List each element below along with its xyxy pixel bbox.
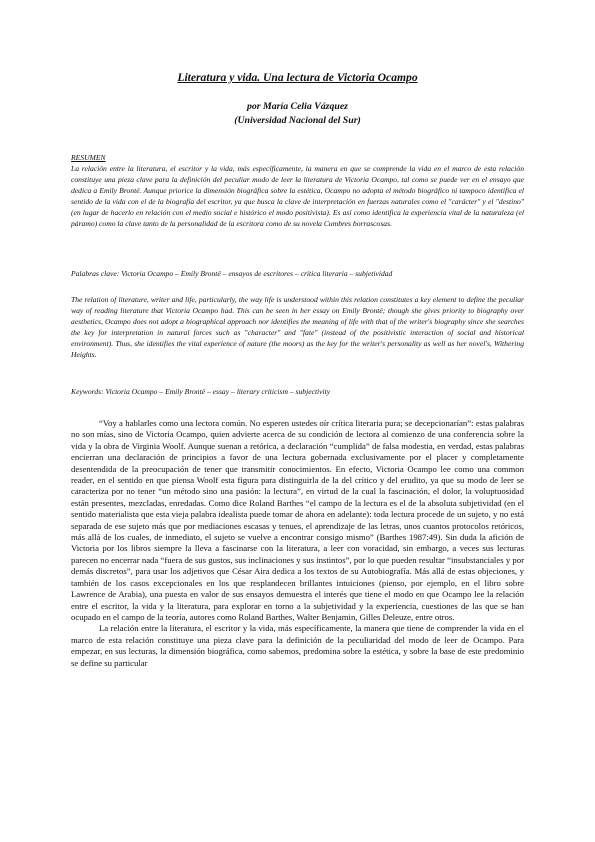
keywords: Keywords: Victoria Ocampo – Emily Brontë – essay – literary criticism – subjectivity [71, 387, 331, 396]
author-line: por María Celia Vázquez [247, 101, 348, 112]
body-text [71, 418, 524, 669]
resumen-text: La relación entre la literatura, el escritor y la vida, más específicamente, la manera en que se comprende la vida en el marco de esta relación constituye una pieza clave para la definición del peculiar modo de leer la literatura de Victoria Ocampo, tal como se puede ver en el ensayo que dedica a Emily Brontë. Aunque priorice la dimensión biográfica sobre la estética, Ocampo no adopta el método biográfico ni tampoco identifica el sentido de la vida con el de la biografía del escritor, ya que busca la clave de interpretación en fuerzas naturales como el "carácter" y el "destino" (en lugar de hacerlo en relación con el medio social e histórico el modo positivista). Es así como identifica la experiencia vital de la naturaleza (el páramo) como la clave tanto de la personalidad de la escritora como de su novela Cumbres borrascosas. [71, 164, 524, 228]
body-paragraph: “Voy a hablarles como una lectora común. No esperen ustedes oír crítica literaria pura; se decepcionarían”: estas palabras no son mías, sino de Victoria Ocampo, quien advierte acerca de su condición de lectora al comienzo de una conferencia sobre la vida y la obra de Virginia Woolf. Aunque suenan a retórica, a declaración “cumplida” de falsa modestia, en verdad, estas palabras encierran una declaración de principios a favor de una lectura gobernada exclusivamente por el placer y completamente desentendida de la preocupación de tener que transmitir conocimientos. En efecto, Victoria Ocampo lee como una common reader, en el sentido en que piensa Woolf esta figura para distinguirla de la del crítico y del erudito, ya que su modo de leer se caracteriza por no tener “un método sino una pasión: la lectura”, en virtud de la cual la fascinación, el dolor, la voluptuosidad están presentes, mezcladas, enredadas. Como dice Roland Barthes “el campo de la lectura es el de la absoluta subjetividad (en el sentido materialista que esta vieja palabra idealista puede tomar de ahora en adelante): toda lectura procede de un sujeto, y no está separada de ese sujeto más que por mediaciones escasas y tenues, el aprendizaje de las letras, unos cuantos protocolos retóricos, más allá de los cuales, de inmediato, el sujeto se vuelve a encontrar consigo mismo” (Barthes 1987:49). Sin duda la afición de Victoria por los libros siempre la lleva a fascinarse con la literatura, a leer con voracidad, sin embargo, a veces sus lecturas parecen no encerrar nada “fuera de sus gustos, sus inclinaciones y sus instintos”, por lo que pueden resultar “insubstanciales y por demás discretos”, para usar los adjetivos que César Aira dedica a los textos de su Autobiografía. Más allá de estas objeciones, y también de los casos excepcionales en los que resplandecen brillantes intuiciones (pienso, por ejemplo, en el libro sobre Lawrence de Arabia), una puesta en valor de sus ensayos demuestra el interés que tiene el modo en que Ocampo lee la relación entre el escritor, la vida y la literatura, para explorar en torno a la subjetividad y la experiencia, cuestiones de las que se han ocupado en el campo de la teoría, autores como Roland Barthes, Walter Benjamin, Gilles Deleuze, entre otros. [71, 418, 524, 622]
abstract-text: The relation of literature, writer and life, particularly, the way life is understood within this relation constitutes a key element to define the peculiar way of reading literature that Victoria Ocampo had. This can be seen in her essay on Emily Brontë; though she gives priority to biography over aesthetics, Ocampo does not adopt a biographical approach nor identifies the meaning of life with that of the writer's biography since she searches the key for interpretation in natural forces such as "character" and "fate" (instead of the positivistic interaction of social and historical environment). Thus, she identifies the vital experience of nature (the moors) as the key for the writer's personality as well as her novel's, Withering Heights. [71, 295, 524, 359]
body-paragraph: La relación entre la literatura, el escritor y la vida, más específicamente, la manera que tiene de comprender la vida en el marco de esta relación constituye una pieza clave para la definición de la peculiaridad del modo de leer de Ocampo. Para empezar, en sus lecturas, la dimensión biográfica, como sabemos, predomina sobre la estética, y sobre la base de este predominio se define su particular [71, 623, 524, 668]
resumen-heading: RESUMEN [71, 153, 106, 162]
palabras-clave: Palabras clave: Victoria Ocampo – Emily Brontë – ensayos de escritores – crítica literaria – subjetividad [71, 269, 393, 278]
paper-title: Literatura y vida. Una lectura de Victoria Ocampo [177, 71, 418, 84]
affiliation-line: (Universidad Nacional del Sur) [234, 115, 361, 126]
